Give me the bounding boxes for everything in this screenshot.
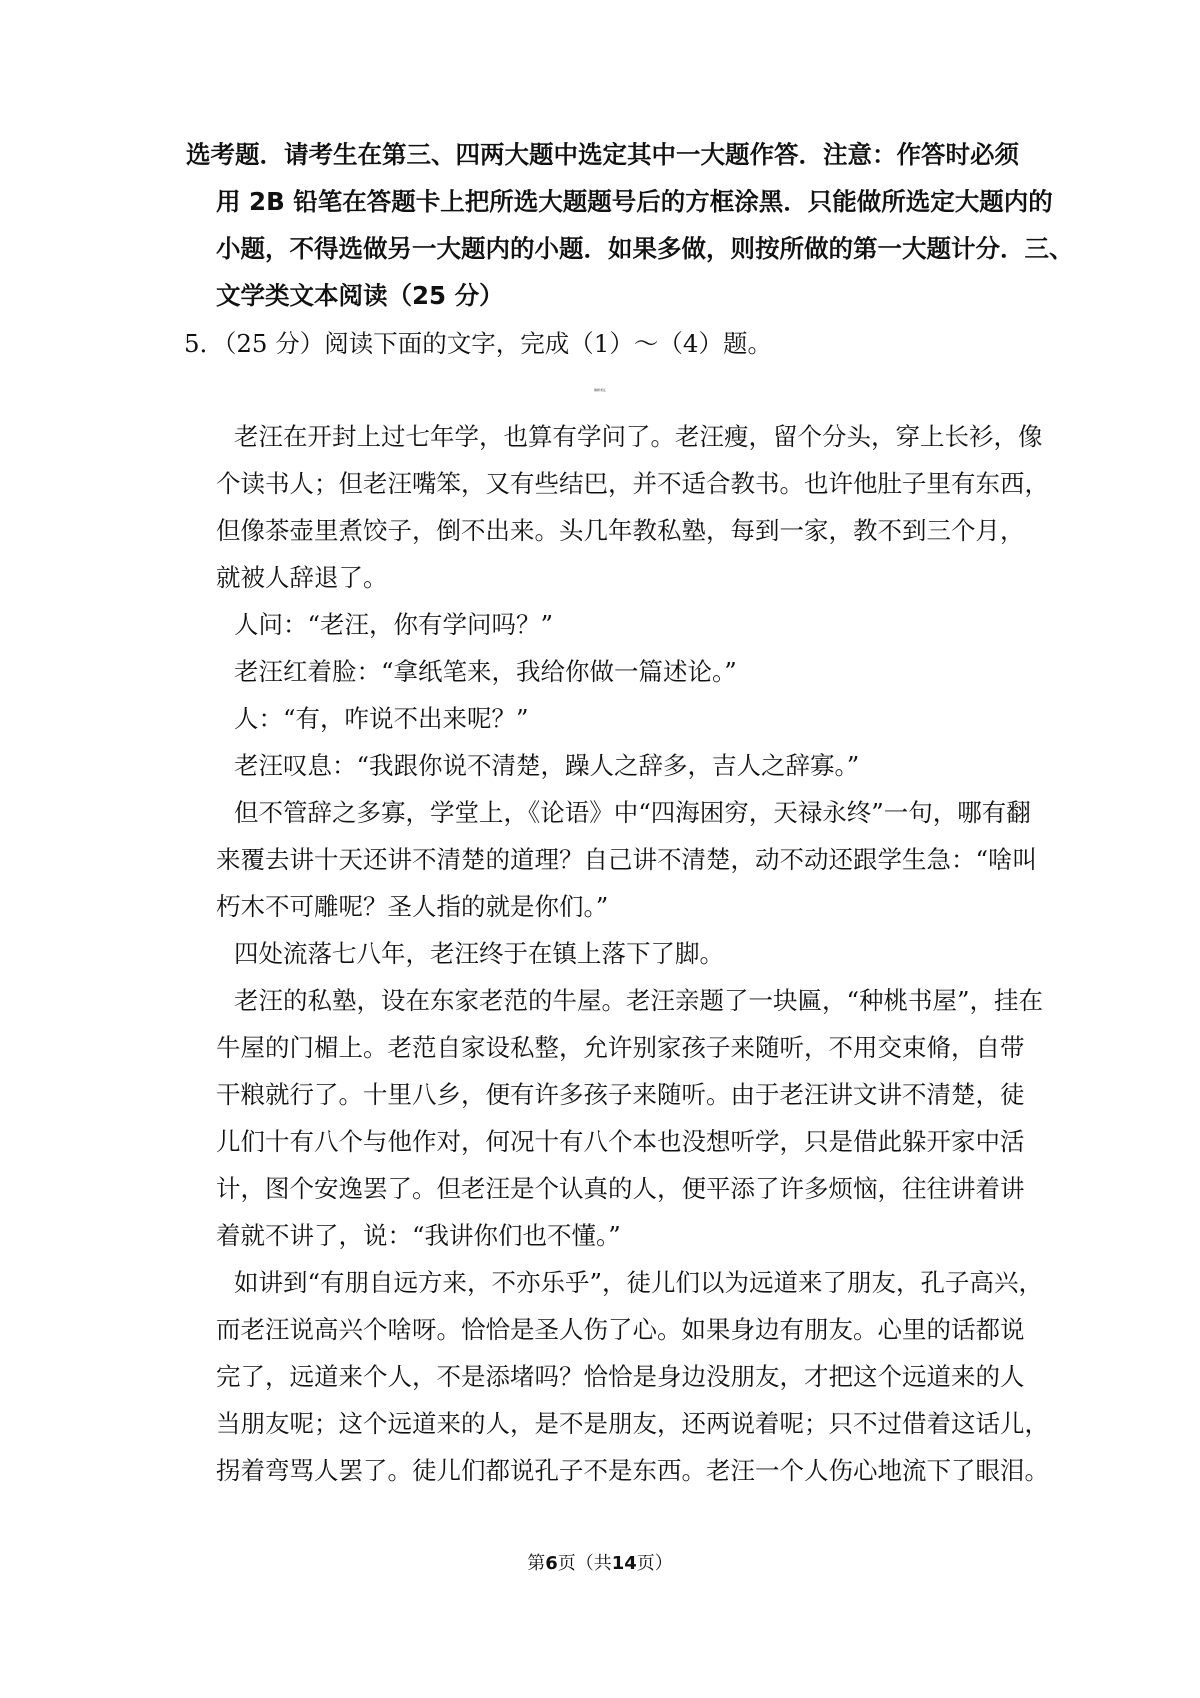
body-line-21: 完了，远道来个人，不是添堵吗？恰恰是身边没朋友，才把这个远道来的人 bbox=[216, 1362, 1025, 1391]
body-line-18: 着就不讲了，说：“我讲你们也不懂。” bbox=[216, 1221, 621, 1250]
body-line-11: 朽木不可雕呢？圣人指的就是你们。” bbox=[216, 892, 609, 921]
body-line-14: 牛屋的门楣上。老范自家设私整，允许别家孩子来随听，不用交束脩，自带 bbox=[216, 1033, 1025, 1062]
header-line-3: 小题，不得选做另一大题内的小题．如果多做，则按所做的第一大题计分．三、 bbox=[216, 234, 1074, 263]
body-line-13: 老汪的私塾，设在东家老范的牛屋。老汪亲题了一块匾，“种桃书屋”，挂在 bbox=[234, 986, 1044, 1015]
page-footer bbox=[0, 1553, 1200, 1575]
footer-prefix: 第 bbox=[527, 1553, 546, 1574]
body-line-22: 当朋友呢；这个远道来的人，是不是朋友，还两说着呢；只不过借着这话儿， bbox=[216, 1409, 1049, 1438]
body-line-16: 儿们十有八个与他作对，何况十有八个本也没想听学，只是借此躲开家中活 bbox=[216, 1127, 1025, 1156]
body-line-6: 老汪红着脸：“拿纸笔来，我给你做一篇述论。” bbox=[234, 657, 737, 686]
body-line-23: 拐着弯骂人罢了。徒儿们都说孔子不是东西。老汪一个人伤心地流下了眼泪。 bbox=[216, 1456, 1049, 1485]
body-line-5: 人问：“老汪，你有学问吗？” bbox=[234, 610, 554, 639]
header-line-4: 文学类文本阅读（25 分） bbox=[216, 281, 504, 310]
body-line-17: 计，图个安逸罢了。但老汪是个认真的人，便平添了许多烦恼，往往讲着讲 bbox=[216, 1174, 1025, 1203]
footer-suffix: 页） bbox=[636, 1553, 673, 1574]
body-line-3: 但像茶壶里煮饺子，倒不出来。头几年教私塾，每到一家，教不到三个月， bbox=[216, 516, 1025, 545]
footer-middle: 页（共 bbox=[557, 1553, 612, 1574]
body-line-19: 如讲到“有朋自远方来，不亦乐乎”，徒儿们以为远道来了朋友，孔子高兴， bbox=[234, 1268, 1044, 1297]
header-line-2: 用 2B 铅笔在答题卡上把所选大题题号后的方框涂黑．只能做所选定大题内的 bbox=[216, 187, 1053, 216]
story-title: 塾师老汪 bbox=[593, 388, 606, 392]
body-line-4: 就被人辞退了。 bbox=[216, 563, 388, 592]
body-line-7: 人：“有，咋说不出来呢？” bbox=[234, 704, 529, 733]
body-line-1: 老汪在开封上过七年学，也算有学问了。老汪瘦，留个分头，穿上长衫，像 bbox=[234, 422, 1043, 451]
body-line-8: 老汪叹息：“我跟你说不清楚，躁人之辞多，吉人之辞寡。” bbox=[234, 751, 860, 780]
question-prompt: 5．（25 分）阅读下面的文字，完成（1）～（4）题。 bbox=[184, 329, 772, 358]
body-line-10: 来覆去讲十天还讲不清楚的道理？自己讲不清楚，动不动还跟学生急：“啥叫 bbox=[216, 845, 1038, 874]
body-line-2: 个读书人；但老汪嘴笨，又有些结巴，并不适合教书。也许他肚子里有东西， bbox=[216, 469, 1049, 498]
header-line-1: 选考题．请考生在第三、四两大题中选定其中一大题作答．注意：作答时必须 bbox=[186, 140, 1019, 169]
body-line-9: 但不管辞之多寡，学堂上，《论语》中“四海困穷，天禄永终”一句，哪有翻 bbox=[234, 798, 1031, 827]
footer-total-pages: 14 bbox=[611, 1553, 637, 1574]
footer-page-number: 6 bbox=[545, 1553, 558, 1574]
body-line-20: 而老汪说高兴个啥呀。恰恰是圣人伤了心。如果身边有朋友。心里的话都说 bbox=[216, 1315, 1025, 1344]
body-line-12: 四处流落七八年，老汪终于在镇上落下了脚。 bbox=[234, 939, 724, 968]
body-line-15: 干粮就行了。十里八乡，便有许多孩子来随听。由于老汪讲文讲不清楚，徒 bbox=[216, 1080, 1025, 1109]
